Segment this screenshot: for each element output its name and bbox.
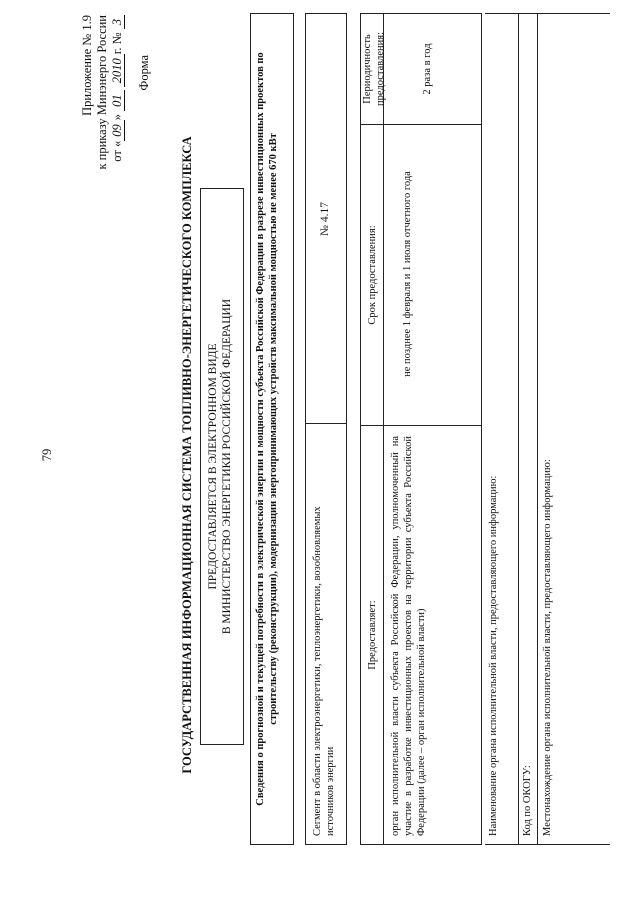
field-authority-name: Наименование органа исполнительной власти, предоставляющего информацию:	[488, 475, 499, 836]
submitted-to-line2: В МИНИСТЕРСТВО ЭНЕРГЕТИКИ РОССИЙСКОЙ ФЕДЕРАЦИИ	[221, 298, 233, 635]
field-divider-1	[518, 14, 519, 844]
page-number: 79	[40, 448, 54, 462]
appendix-title: Приложение № 1.9	[80, 15, 94, 116]
appendix-order: к приказу Минэнерго России	[95, 15, 109, 170]
appendix-block	[80, 15, 152, 205]
header-periodicity: Периодичность предоставления:	[362, 32, 386, 106]
info-title-box	[250, 13, 294, 845]
field-okogu: Код по ОКОГУ:	[522, 765, 533, 836]
field-divider-2	[537, 14, 538, 844]
segment-box	[305, 13, 347, 845]
submitted-to-line1: ПРЕДОСТАВЛЯЕТСЯ В ЭЛЕКТРОННОМ ВИДЕ	[207, 343, 219, 590]
respondent-fields	[485, 13, 610, 845]
cell-deadline: не позднее 1 февраля и 1 июля отчетного года	[402, 171, 413, 377]
header-who: Предоставляет:	[367, 600, 378, 670]
segment-text: Сегмент в области электроэнергетики, теплоэнергетики, возобновляемых источников энергии	[312, 506, 336, 836]
submission-table	[360, 13, 482, 845]
cell-periodicity: 2 раза в год	[422, 43, 433, 95]
form-label: Форма	[137, 55, 151, 91]
header-divider	[383, 14, 384, 844]
segment-code: № 4.17	[319, 202, 331, 236]
cell-who: орган исполнительной власти субъекта Российской Федерации, уполномоченный на участие в разработке инвестиционных проектов на территории субъекта Российской Федерации (далее – орган исполнительной власти)	[390, 436, 427, 836]
appendix-date: от «09» 01 2010г. № 3	[110, 15, 125, 205]
field-authority-location: Местонахождение органа исполнительной власти, предоставляющего информацию:	[542, 459, 553, 836]
submitted-to-box	[200, 188, 244, 745]
col-divider-1	[361, 425, 481, 426]
main-heading: ГОСУДАРСТВЕННАЯ ИНФОРМАЦИОННАЯ СИСТЕМА ТОПЛИВНО-ЭНЕРГЕТИЧЕСКОГО КОМПЛЕКСА	[180, 136, 194, 774]
header-deadline: Срок предоставления:	[367, 225, 378, 325]
info-title: Сведения о прогнозной и текущей потребности в электрической энергии и мощности субъекта Российской Федерации в разрезе инвестиционных проектов по строительству (реконструкции), модернизации энергопринимающих устройств максимальной мощностью не менее 670 кВт	[255, 52, 279, 806]
